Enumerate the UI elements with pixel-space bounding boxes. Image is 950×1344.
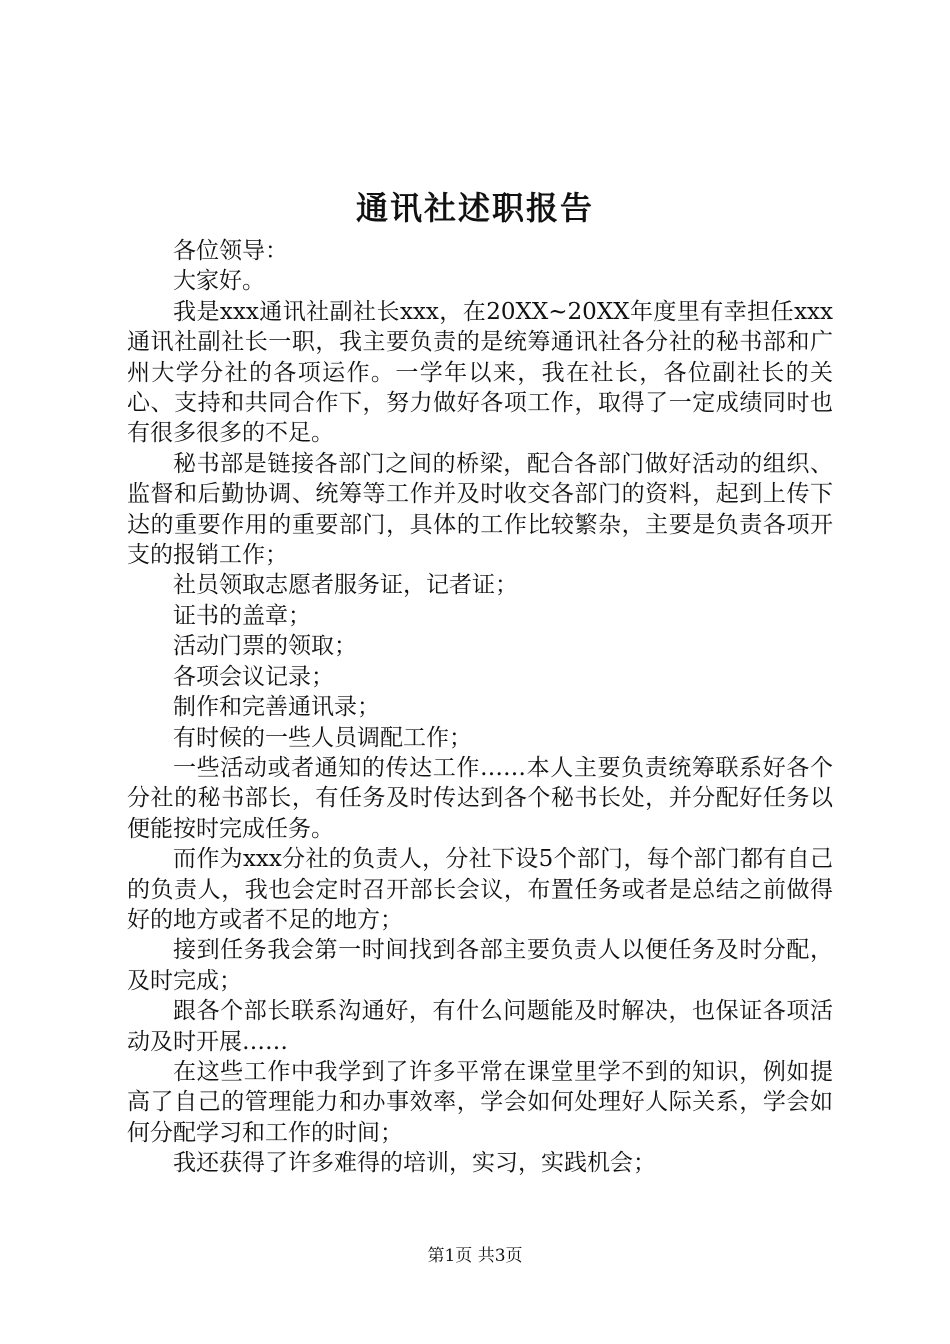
paragraph: 社员领取志愿者服务证，记者证； xyxy=(173,572,518,599)
paragraph: 而作为xxx分社的负责人，分社下设5个部门，每个部门都有自己的负责人，我也会定时召开部长会议，布置任务或者是总结之前做得好的地方或者不足的地方； xyxy=(127,846,833,933)
paragraph: 证书的盖章； xyxy=(173,602,311,629)
paragraph: 制作和完善通讯录； xyxy=(173,694,380,721)
document-title: 通讯社述职报告 xyxy=(355,189,594,227)
paragraph: 活动门票的领取； xyxy=(173,633,357,660)
paragraph: 各位领导： xyxy=(173,238,288,264)
paragraph: 秘书部是链接各部门之间的桥梁，配合各部门做好活动的组织、监督和后勤协调、统筹等工作并及时收交各部门的资料，起到上传下达的重要作用的重要部门，具体的工作比较繁杂，主要是负责各项开支的报销工作； xyxy=(127,450,833,569)
paragraph: 我是xxx通讯社副社长xxx，在20XX~20XX年度里有幸担任xxx通讯社副社长一职，我主要负责的是统筹通讯社各分社的秘书部和广州大学分社的各项运作。一学年以来，我在社长，各位副社长的关心、支持和共同合作下，努力做好各项工作，取得了一定成绩同时也有很多很多的不足。 xyxy=(127,298,833,447)
paragraph: 接到任务我会第一时间找到各部主要负责人以便任务及时分配，及时完成； xyxy=(127,937,833,994)
paragraph: 一些活动或者通知的传达工作……本人主要负责统筹联系好各个分社的秘书部长，有任务及时传达到各个秘书长处，并分配好任务以便能按时完成任务。 xyxy=(127,754,833,842)
paragraph: 各项会议记录； xyxy=(173,663,334,690)
document-body xyxy=(127,236,833,1179)
paragraph: 大家好。 xyxy=(173,268,265,295)
page-number-footer: 第1页 共3页 xyxy=(427,1246,523,1266)
paragraph: 我还获得了许多难得的培训，实习，实践机会； xyxy=(173,1150,656,1177)
paragraph: 在这些工作中我学到了许多平常在课堂里学不到的知识，例如提高了自己的管理能力和办事效率，学会如何处理好人际关系，学会如何分配学习和工作的时间； xyxy=(127,1058,833,1146)
paragraph: 跟各个部长联系沟通好，有什么问题能及时解决，也保证各项活动及时开展…… xyxy=(127,998,833,1055)
paragraph: 有时候的一些人员调配工作； xyxy=(173,724,472,751)
